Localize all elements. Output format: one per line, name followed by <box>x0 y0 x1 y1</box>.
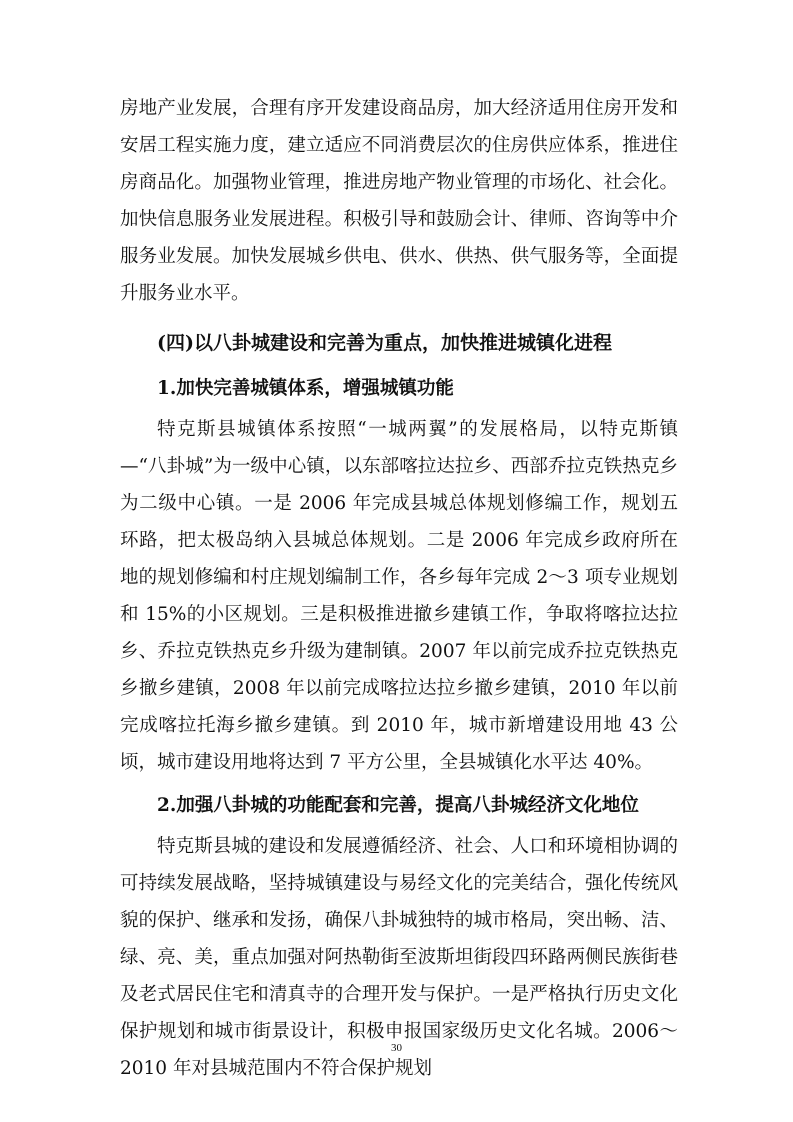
section-heading: (四)以八卦城建设和完善为重点，加快推进城镇化进程 <box>157 332 612 354</box>
paragraph-top: 房地产业发展，合理有序开发建设商品房，加大经济适用住房开发和安居工程实施力度，建立适应不同消费层次的住房供应体系，推进住房商品化。加强物业管理，推进房地产物业管理的市场化、社会化。加快信息服务业发展进程。积极引导和鼓励会计、律师、咨询等中介服务业发展。加快发展城乡供电、供水、供热、供气服务等，全面提升服务业水平。 <box>120 98 678 304</box>
subsection-body-1: 特克斯县城镇体系按照“一城两翼”的发展格局，以特克斯镇—“八卦城”为一级中心镇，以东部喀拉达拉乡、西部乔拉克铁热克乡为二级中心镇。一是 2006 年完成县城总体规划修编工作，规划五环路，把太极岛纳入县城总体规划。二是 2006 年完成乡政府所在地的规划修编和村庄规划编制工作，各乡每年完成 2～3 项专业规划和 15%的小区规划。三是积极推进撤乡建镇工作，争取将喀拉达拉乡、乔拉克铁热克乡升级为建制镇。2007 年以前完成乔拉克铁热克乡撤乡建镇，2008 年以前完成喀拉达拉乡撤乡建镇，2010 年以前完成喀拉托海乡撤乡建镇。到 2010 年，城市新增建设用地 43 公顷，城市建设用地将达到 7 平方公里，全县城镇化水平达 40%。 <box>120 419 678 773</box>
subsection-heading-1: 1.加快完善城镇体系，增强城镇功能 <box>157 378 454 399</box>
subsection-heading-2: 2.加强八卦城的功能配套和完善，提高八卦城经济文化地位 <box>157 795 639 816</box>
page-number: 30 <box>391 1042 402 1054</box>
subsection-body-2: 特克斯县城的建设和发展遵循经济、社会、人口和环境相协调的可持续发展战略，坚持城镇建设与易经文化的完美结合，强化传统风貌的保护、继承和发扬，确保八卦城独特的城市格局，突出畅、洁、绿、亮、美，重点加强对阿热勒街至波斯坦街段四环路两侧民族街巷及老式居民住宅和清真寺的合理开发与保护。一是严格执行历史文化保护规划和城市街景设计，积极申报国家级历史文化名城。2006～2010 年对县城范围内不符合保护规划 <box>120 836 678 1079</box>
page-content <box>120 90 678 1087</box>
